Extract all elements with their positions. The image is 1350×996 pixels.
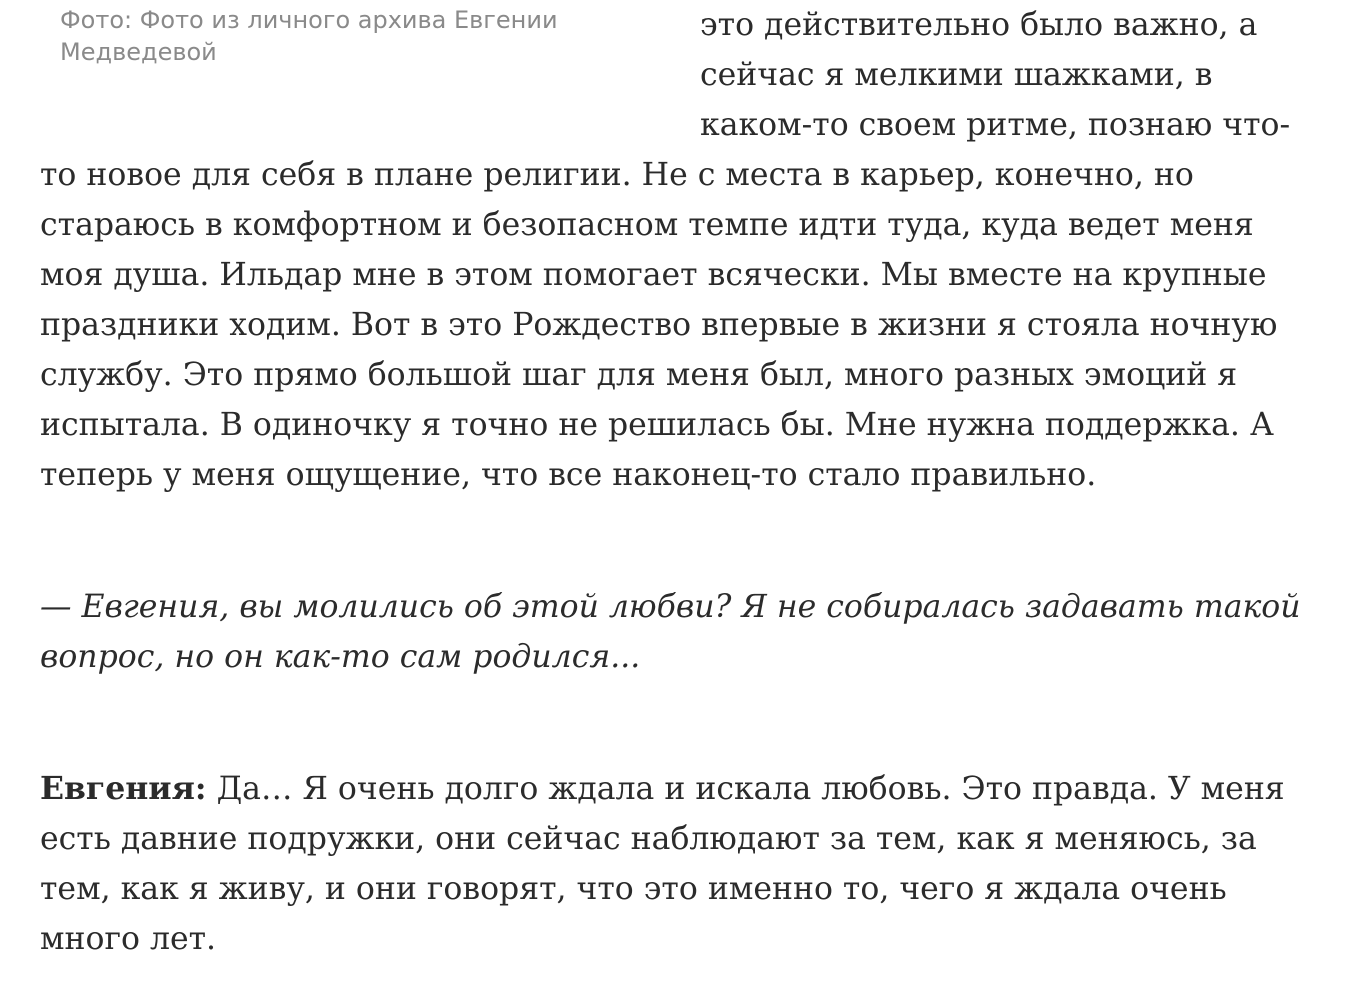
photo-caption: Фото: Фото из личного архива Евгении Медведевой bbox=[60, 6, 558, 66]
interview-answer bbox=[40, 764, 1320, 964]
answer-text: Да… Я очень долго ждала и искала любовь. Это правда. У меня есть давние подружки, они сейчас наблюдают за тем, как я меняюсь, за тем, как я живу, и они говорят, что это именно то, чего я ждала очень много лет. bbox=[40, 771, 1285, 957]
article-body bbox=[40, 0, 1320, 964]
article-paragraph: это действительно было важно, а сейчас я мелкими шажками, в каком-то своем ритме, познаю что-то новое для себя в плане религии. Не с места в карьер, конечно, но стараюсь в комфортном и безопасном темпе идти туда, куда ведет меня моя душа. Ильдар мне в этом помогает всячески. Мы вместе на крупные праздники ходим. Вот в это Рождество впервые в жизни я стояла ночную службу. Это прямо большой шаг для меня был, много разных эмоций я испытала. В одиночку я точно не решилась бы. Мне нужна поддержка. А теперь у меня ощущение, что все наконец-то стало правильно. bbox=[40, 7, 1291, 493]
speaker-name: Евгения: bbox=[40, 770, 207, 807]
interview-question: — Евгения, вы молились об этой любви? Я не собиралась задавать такой вопрос, но он как-то сам родился... bbox=[40, 589, 1301, 675]
